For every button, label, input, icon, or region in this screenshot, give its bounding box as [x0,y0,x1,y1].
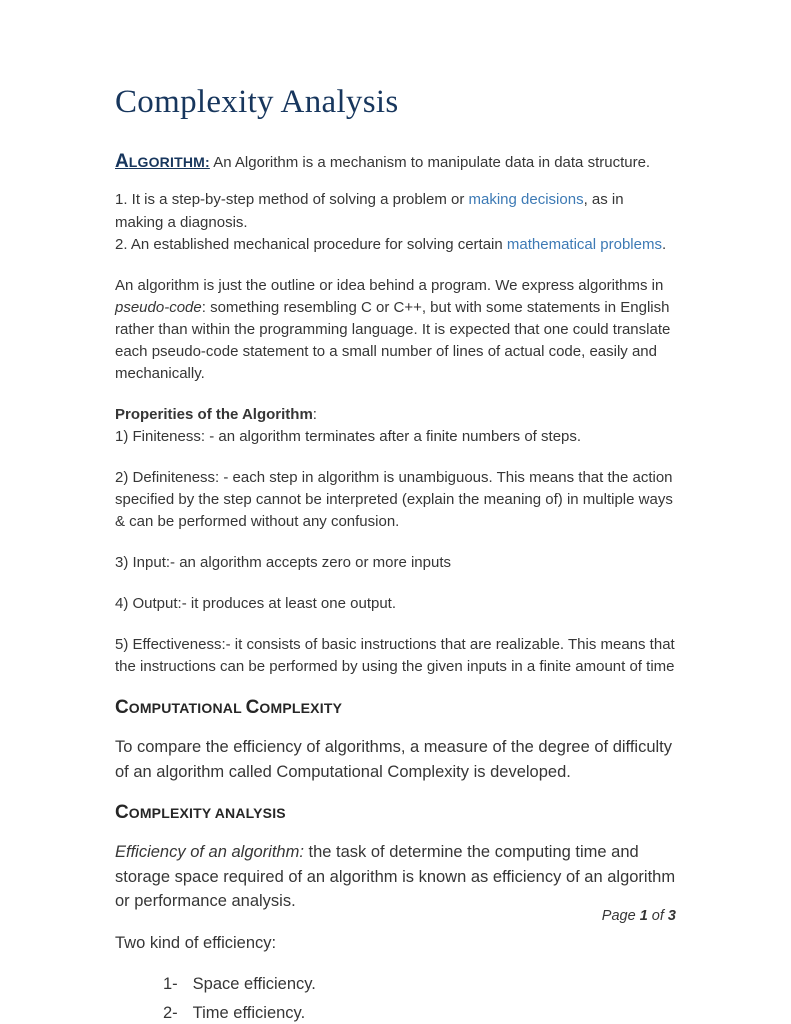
text-run: : something resembling C or C++, but with some statements in English rather than within the programming language. It is expected that one could translate each pseudo-code statement to a small number of lines of actual code, easily and mechanically. [115,298,671,382]
text-run: 5) Effectiveness:- it consists of basic instructions that are realizable. This means that the instructions can be performed by using the given inputs in a finite amount of time [115,636,675,676]
text-run: Time efficiency. [192,1003,306,1022]
text-run: An algorithm is just the outline or idea behind a program. We express algorithms in [115,276,664,294]
document-title [115,84,676,122]
property-effectiveness [115,634,676,678]
text-run: 4) Output:- it produces at least one output. [115,595,397,613]
text-run: C [245,697,260,719]
link-making-decisions[interactable]: making decisions [468,191,584,209]
footer-page-number: 1 [639,908,648,924]
list-item-space-efficiency [115,973,676,997]
text-run: , as in making a diagnosis. [115,191,624,231]
list-marker: 1- [163,974,178,993]
text-run: OMPLEXITY ANALYSIS [128,804,286,821]
text-run: OMPUTATIONAL [128,700,246,717]
algorithm-definitions [115,189,676,255]
text-run: . [661,235,667,253]
page-footer [602,908,676,924]
text-run: Properities of the Algorithm [115,405,313,423]
section-heading-algorithm [115,148,676,176]
efficiency-definition-paragraph [115,840,676,914]
document-body [115,84,676,1024]
property-input [115,552,676,574]
footer-of-word: of [647,908,668,924]
text-run: Complexity Analysis [115,84,399,120]
section-heading-complexity-analysis [115,802,676,824]
property-definiteness [115,467,676,533]
section-heading-computational-complexity [115,697,676,719]
text-run: A [115,150,129,172]
link-mathematical-problems[interactable]: mathematical problems [506,235,662,253]
text-run: To compare the efficiency of algorithms, a measure of the degree of difficulty of an algorithm called Computational Complexity is developed. [115,738,673,782]
text-run: 2) Definiteness: - each step in algorithm is unambiguous. This means that the action specified by the step cannot be interpreted (explain the meaning of) in multiple ways & can be performed without any confusion. [115,468,673,531]
list-item-time-efficiency [115,1002,676,1024]
text-run: OMPLEXITY [259,700,343,717]
property-output [115,593,676,615]
text-run: 3) Input:- an algorithm accepts zero or more inputs [115,554,451,572]
text-run: : [312,405,317,423]
text-run: C [115,697,129,719]
list-marker: 2- [163,1003,178,1022]
text-run: Space efficiency. [192,974,316,993]
text-run: C [115,801,129,823]
text-run: the task of determine the computing time and storage space required of an algorithm is known as efficiency of an algorithm or performance analysis. [115,842,676,911]
two-kinds-intro [115,931,676,956]
text-run: LGORITHM: [128,153,210,170]
text-run: Two kind of efficiency: [115,934,277,953]
text-run: 1. It is a step-by-step method of solving a problem or [115,191,469,209]
text-run: 2. An established mechanical procedure for solving certain [115,235,507,253]
text-run: Efficiency of an algorithm: [115,842,304,861]
text-run: An Algorithm is a mechanism to manipulate data in data structure. [209,153,651,171]
footer-page-total: 3 [667,908,676,924]
properties-heading-and-finiteness [115,404,676,448]
text-run: 1) Finiteness: - an algorithm terminates after a finite numbers of steps. [115,427,582,445]
pseudo-code-paragraph [115,275,676,385]
text-run: pseudo-code [115,298,202,316]
computational-complexity-paragraph [115,735,676,785]
footer-page-word: Page [601,908,640,924]
